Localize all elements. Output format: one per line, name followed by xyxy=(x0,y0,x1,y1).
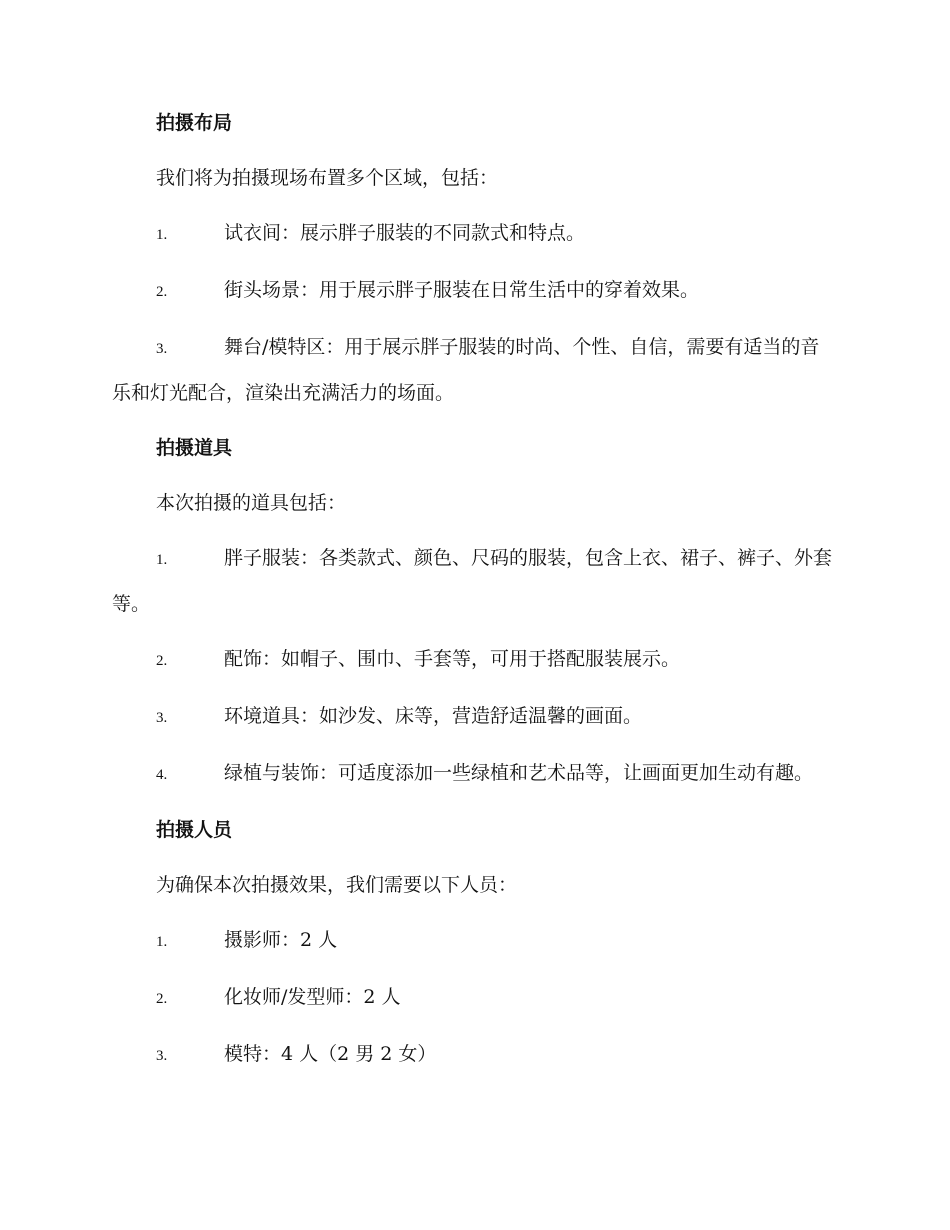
list-text: 环境道具：如沙发、床等，营造舒适温馨的画面。 xyxy=(224,705,643,727)
list-number: 2. xyxy=(156,991,168,1007)
list-item xyxy=(112,1039,832,1071)
list-number: 3. xyxy=(156,710,168,726)
list-item xyxy=(112,536,832,626)
section-intro: 为确保本次拍摄效果，我们需要以下人员： xyxy=(156,874,518,896)
list-text: 化妆师/发型师：2 人 xyxy=(224,986,401,1008)
list-item xyxy=(112,325,832,415)
list-text: 绿植与装饰：可适度添加一些绿植和艺术品等，让画面更加生动有趣。 xyxy=(224,762,814,784)
list-item xyxy=(112,218,832,250)
list-item xyxy=(112,644,832,676)
list-text: 配饰：如帽子、围巾、手套等，可用于搭配服装展示。 xyxy=(224,648,681,670)
section-shooting-props xyxy=(112,433,832,797)
list-text: 试衣间：展示胖子服装的不同款式和特点。 xyxy=(224,222,586,244)
section-intro: 我们将为拍摄现场布置多个区域，包括： xyxy=(156,167,499,189)
list-number: 2. xyxy=(156,653,168,669)
section-shooting-layout xyxy=(112,108,832,415)
list-text: 摄影师：2 人 xyxy=(224,929,338,951)
list-number: 3. xyxy=(156,1048,168,1064)
list-text: 模特：4 人（2 男 2 女） xyxy=(224,1043,437,1065)
list-item xyxy=(112,751,832,797)
list-item xyxy=(112,701,832,733)
list-item xyxy=(112,275,832,307)
section-heading: 拍摄人员 xyxy=(156,819,233,841)
list-text: 舞台/模特区：用于展示胖子服装的时尚、个性、自信，需要有适当的音乐和灯光配合，渲染出充满活力的场面。 xyxy=(112,336,820,404)
list-number: 1. xyxy=(156,552,168,568)
section-intro: 本次拍摄的道具包括： xyxy=(156,492,347,514)
list-text: 胖子服装：各类款式、颜色、尺码的服装，包含上衣、裙子、裤子、外套等。 xyxy=(112,547,833,615)
section-heading: 拍摄道具 xyxy=(156,437,233,459)
list-number: 4. xyxy=(156,767,168,783)
list-number: 2. xyxy=(156,284,168,300)
list-text: 街头场景：用于展示胖子服装在日常生活中的穿着效果。 xyxy=(224,279,700,301)
list-item xyxy=(112,925,832,957)
document-body xyxy=(112,108,832,1096)
list-number: 1. xyxy=(156,227,168,243)
section-heading: 拍摄布局 xyxy=(156,112,233,134)
list-number: 3. xyxy=(156,341,168,357)
list-item xyxy=(112,982,832,1014)
list-number: 1. xyxy=(156,934,168,950)
section-shooting-staff xyxy=(112,815,832,1071)
